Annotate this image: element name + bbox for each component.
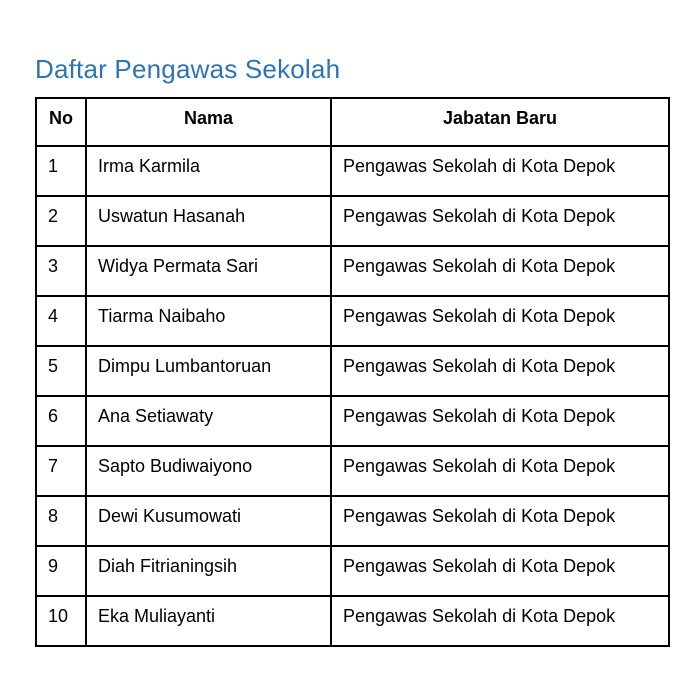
cell-nama: Dewi Kusumowati: [86, 496, 331, 546]
table-row: [36, 396, 669, 446]
table-row: [36, 146, 669, 196]
table-row: [36, 496, 669, 546]
cell-jabatan: Pengawas Sekolah di Kota Depok: [331, 146, 669, 196]
cell-jabatan: Pengawas Sekolah di Kota Depok: [331, 196, 669, 246]
table-row: [36, 546, 669, 596]
column-header-nama: Nama: [86, 98, 331, 146]
pengawas-table: [35, 97, 670, 647]
cell-jabatan: Pengawas Sekolah di Kota Depok: [331, 596, 669, 646]
cell-nama: Widya Permata Sari: [86, 246, 331, 296]
cell-no: 5: [36, 346, 86, 396]
column-header-jabatan: Jabatan Baru: [331, 98, 669, 146]
cell-no: 3: [36, 246, 86, 296]
cell-nama: Eka Muliayanti: [86, 596, 331, 646]
cell-nama: Irma Karmila: [86, 146, 331, 196]
cell-nama: Sapto Budiwaiyono: [86, 446, 331, 496]
column-header-no: No: [36, 98, 86, 146]
table-row: [36, 446, 669, 496]
cell-nama: Diah Fitrianingsih: [86, 546, 331, 596]
cell-no: 7: [36, 446, 86, 496]
table-row: [36, 196, 669, 246]
cell-nama: Uswatun Hasanah: [86, 196, 331, 246]
cell-nama: Ana Setiawaty: [86, 396, 331, 446]
cell-no: 10: [36, 596, 86, 646]
cell-jabatan: Pengawas Sekolah di Kota Depok: [331, 296, 669, 346]
table-row: [36, 346, 669, 396]
cell-nama: Dimpu Lumbantoruan: [86, 346, 331, 396]
cell-no: 4: [36, 296, 86, 346]
table-row: [36, 246, 669, 296]
table-row: [36, 596, 669, 646]
table-row: [36, 296, 669, 346]
cell-no: 8: [36, 496, 86, 546]
cell-jabatan: Pengawas Sekolah di Kota Depok: [331, 346, 669, 396]
cell-jabatan: Pengawas Sekolah di Kota Depok: [331, 496, 669, 546]
cell-no: 9: [36, 546, 86, 596]
cell-no: 6: [36, 396, 86, 446]
cell-jabatan: Pengawas Sekolah di Kota Depok: [331, 546, 669, 596]
cell-no: 2: [36, 196, 86, 246]
cell-jabatan: Pengawas Sekolah di Kota Depok: [331, 246, 669, 296]
cell-jabatan: Pengawas Sekolah di Kota Depok: [331, 446, 669, 496]
table-header-row: [36, 98, 669, 146]
cell-no: 1: [36, 146, 86, 196]
cell-nama: Tiarma Naibaho: [86, 296, 331, 346]
table-body: [36, 146, 669, 646]
page-title: Daftar Pengawas Sekolah: [35, 54, 341, 84]
cell-jabatan: Pengawas Sekolah di Kota Depok: [331, 396, 669, 446]
